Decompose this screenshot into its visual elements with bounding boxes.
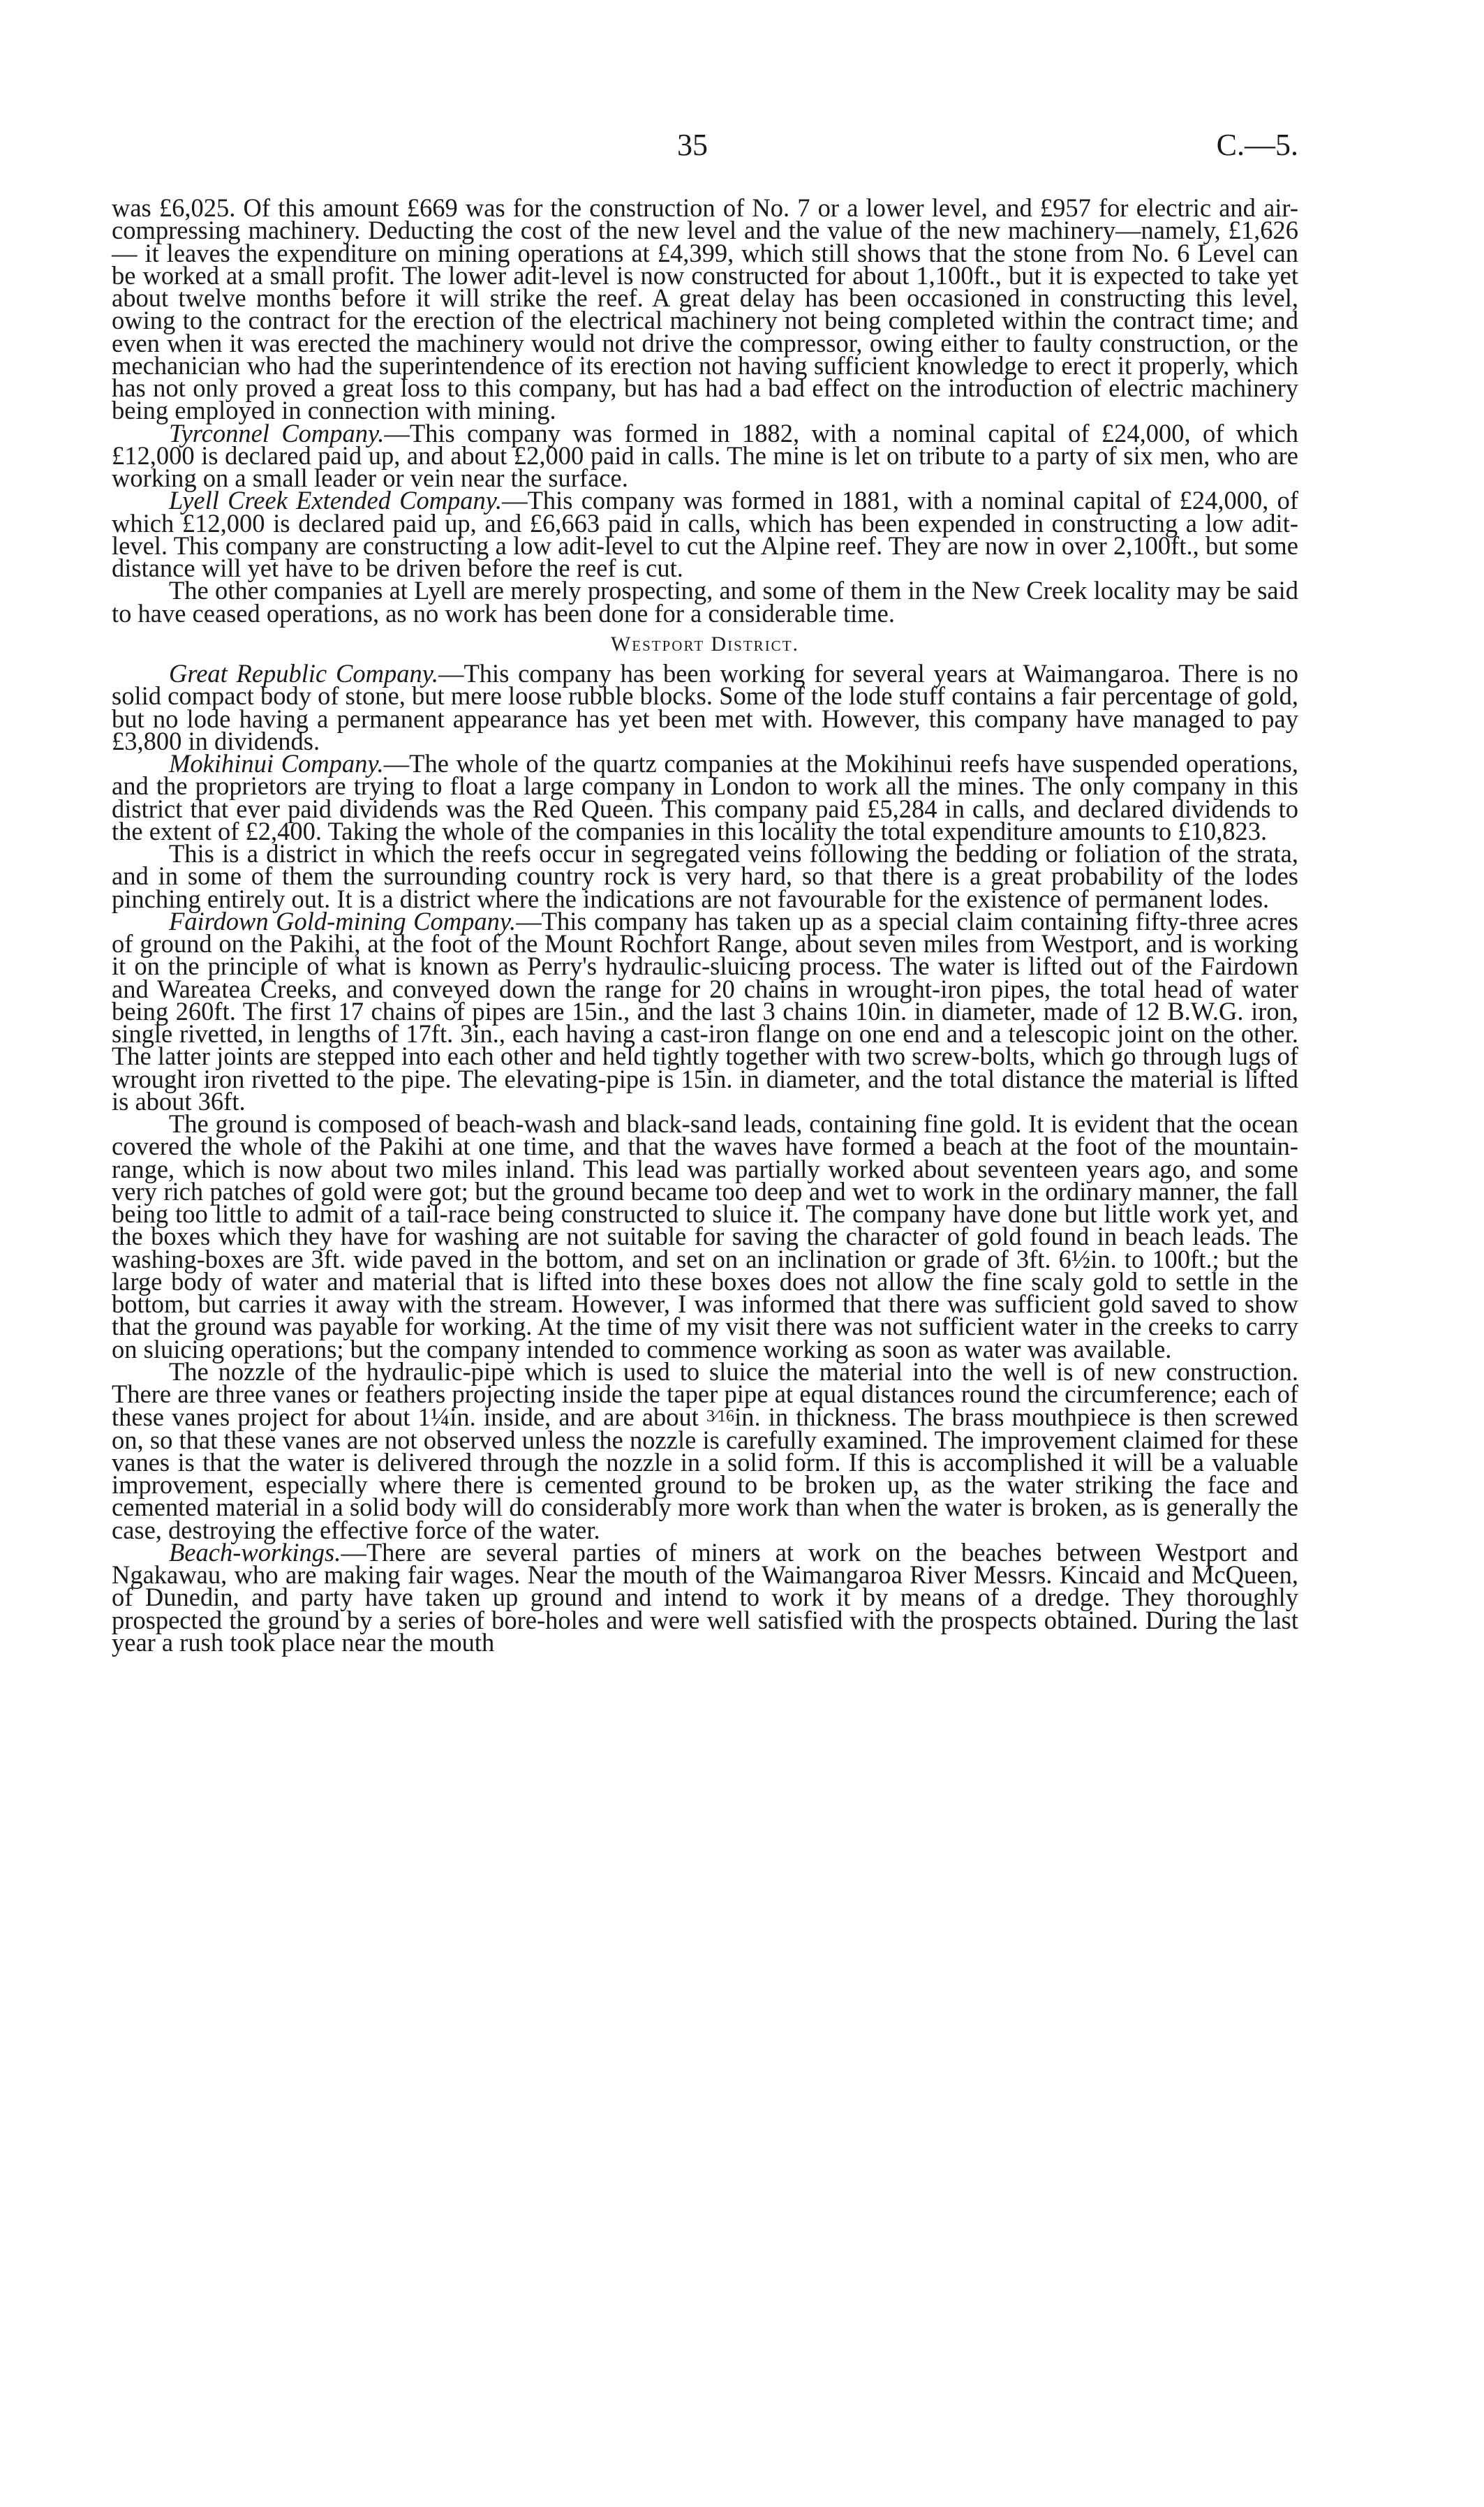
paragraph-lyell-creek (112, 486, 1298, 582)
paragraph (112, 576, 1298, 628)
paragraph-nozzle (112, 1356, 1298, 1544)
paragraph-text: The other companies at Lyell are merely prospecting, and some of them in the New Creek locality may be said to have ceased operations, as no work has been done for a considerable time. (112, 576, 1298, 628)
paragraph-text: was £6,025. Of this amount £669 was for the construction of No. 7 or a lower level, and £957 for electric and air-compressing machinery. Deducting the cost of the new level and the value of the new machinery—namely, £1,626 — it leaves the expenditure on mining operations at £4,399, which still shows that the stone from No. 6 Level can be worked at a small profit. The lower adit-level is now constructed for about 1,100ft., but it is expected to take yet about twelve months before it will strike the reef. A great delay has been occasioned in constructing this level, owing to the contract for the erection of the electrical machinery not being completed within the contract time; and even when it was erected the machinery would not drive the compressor, owing either to faulty construction, or the mechanician who had the superintendence of its erection not having sufficient knowledge to erect it properly, which has not only proved a great loss to this company, but has had a bad effect on the introduction of electric machinery being employed in connection with mining. (112, 193, 1298, 425)
section-heading: Westport District. (610, 632, 800, 656)
paragraph-text: —This company was formed in 1881, with a nominal capital of £24,000, of which £12,000 is declared paid up, and £6,663 paid in calls, which has been expended in constructing a low adit-level. This company are constructing a low adit-level to cut the Alpine reef. They are now in over 2,100ft., but some distance will yet have to be driven before the reef is cut. (112, 486, 1298, 582)
paragraph-text: The ground is composed of beach-wash and black-sand leads, containing fine gold. It is evident that the ocean covered the whole of the Pakihi at one time, and that the waves have formed a beach at the foot of the mountain-range, which is now about two miles inland. This lead was partially worked about seventeen years ago, and some very rich patches of gold were got; but the ground became too deep and wet to work in the ordinary manner, the fall being too little to admit of a tail-race being constructed to sluice it. The company have done but little work yet, and the boxes which they have for washing are not suitable for saving the character of gold found in beach leads. The washing-boxes are 3ft. wide paved in the bottom, and set on an inclination or grade of 3ft. 6½in. to 100ft.; but the large body of water and material that is lifted into these boxes does not allow the fine scaly gold to settle in the bottom, but carries it away with the stream. However, I was informed that there was sufficient gold saved to show that the ground was payable for working. At the time of my visit there was not sufficient water in the creeks to carry on sluicing operations; but the company intended to commence working as soon as water was available. (112, 1109, 1298, 1363)
paragraph-lead: Tyrconnel Company. (169, 418, 385, 448)
paragraph (112, 839, 1298, 913)
fraction: 3⁄16 (706, 1407, 735, 1426)
paragraph-lead: Lyell Creek Extended Company. (169, 486, 503, 515)
paragraph-text: The nozzle of the hydraulic-pipe which is used to sluice the material into the well is of new construction. There are three vanes or feathers projecting inside the taper pipe at equal distances round the circumference; each of these vanes project for about 1¼in. inside, and are about (112, 1356, 1298, 1432)
paragraph-text: —This company has been working for several years at Waimangaroa. There is no solid compact body of stone, but mere loose rubble blocks. Some of the lode stuff contains a fair percentage of gold, but no lode having a permanent appearance has yet been met with. However, this company have managed to pay £3,800 in dividends. (112, 659, 1298, 755)
paragraph-great-republic (112, 659, 1298, 755)
paragraph (112, 1109, 1298, 1363)
document-reference: C.—5. (1216, 128, 1298, 162)
paragraph-tyrconnel (112, 418, 1298, 492)
paragraph-lead: Great Republic Company. (169, 659, 439, 688)
page-header (112, 124, 1298, 166)
paragraph-mokihinui (112, 749, 1298, 845)
paragraph-text: —The whole of the quartz companies at the Mokihinui reefs have suspended operations, and the proprietors are trying to float a large company in London to work all the mines. The only company in this district that ever paid dividends was the Red Queen. This company paid £5,284 in calls, and declared dividends to the extent of £2,400. Taking the whole of the companies in this locality the total expenditure amounts to £10,823. (112, 749, 1298, 845)
page-number: 35 (677, 128, 708, 162)
paragraph-text: in. in thickness. The brass mouthpiece is then screwed on, so that these vanes are not observed unless the nozzle is carefully examined. The improvement claimed for these vanes is that the water is delivered through the nozzle in a solid form. If this is accomplished it will be a valuable improvement, especially where there is cemented ground to be broken up, as the water striking the face and cemented material in a solid body will do considerably more work than when the water is broken, as is generally the case, destroying the effective force of the water. (112, 1403, 1298, 1544)
paragraph-text: —There are several parties of miners at work on the beaches between Westport and Ngakawau, who are making fair wages. Near the mouth of the Waimangaroa River Messrs. Kincaid and McQueen, of Dunedin, and party have taken up ground and intend to work it by means of a dredge. They thoroughly prospected the ground by a series of bore-holes and were well satisfied with the prospects obtained. During the last year a rush took place near the mouth (112, 1537, 1298, 1657)
paragraph-text: This is a district in which the reefs occur in segregated veins following the bedding or foliation of the strata, and in some of them the surrounding country rock is very hard, so that there is a great probability of the lodes pinching entirely out. It is a district where the indications are not favourable for the existence of permanent lodes. (112, 839, 1298, 913)
paragraph-lead: Fairdown Gold-mining Company. (169, 906, 517, 935)
paragraph (112, 193, 1298, 425)
paragraph-fairdown (112, 906, 1298, 1116)
paragraph-lead: Mokihinui Company. (169, 749, 384, 778)
paragraph-lead: Beach-workings. (169, 1537, 341, 1567)
paragraph-beach-workings (112, 1537, 1298, 1657)
body-text (112, 193, 1298, 1657)
paragraph-text: —This company was formed in 1882, with a nominal capital of £24,000, of which £12,000 is declared paid up, and about £2,000 paid in calls. The mine is let on tribute to a party of six men, who are working on a small leader or vein near the surface. (112, 418, 1298, 492)
paragraph-text: —This company has taken up as a special claim containing fifty-three acres of ground on the Pakihi, at the foot of the Mount Rochfort Range, about seven miles from Westport, and is working it on the principle of what is known as Perry's hydraulic-sluicing process. The water is lifted out of the Fairdown and Wareatea Creeks, and conveyed down the range for 20 chains in wrought-iron pipes, the total head of water being 260ft. The first 17 chains of pipes are 15in., and the last 3 chains 10in. in diameter, made of 12 B.W.G. iron, single rivetted, in lengths of 17ft. 3in., each having a cast-iron flange on one end and a telescopic joint on the other. The latter joints are stepped into each other and held tightly together with two screw-bolts, which go through lugs of wrought iron rivetted to the pipe. The elevating-pipe is 15in. in diameter, and the total distance the material is lifted is about 36ft. (112, 906, 1298, 1116)
